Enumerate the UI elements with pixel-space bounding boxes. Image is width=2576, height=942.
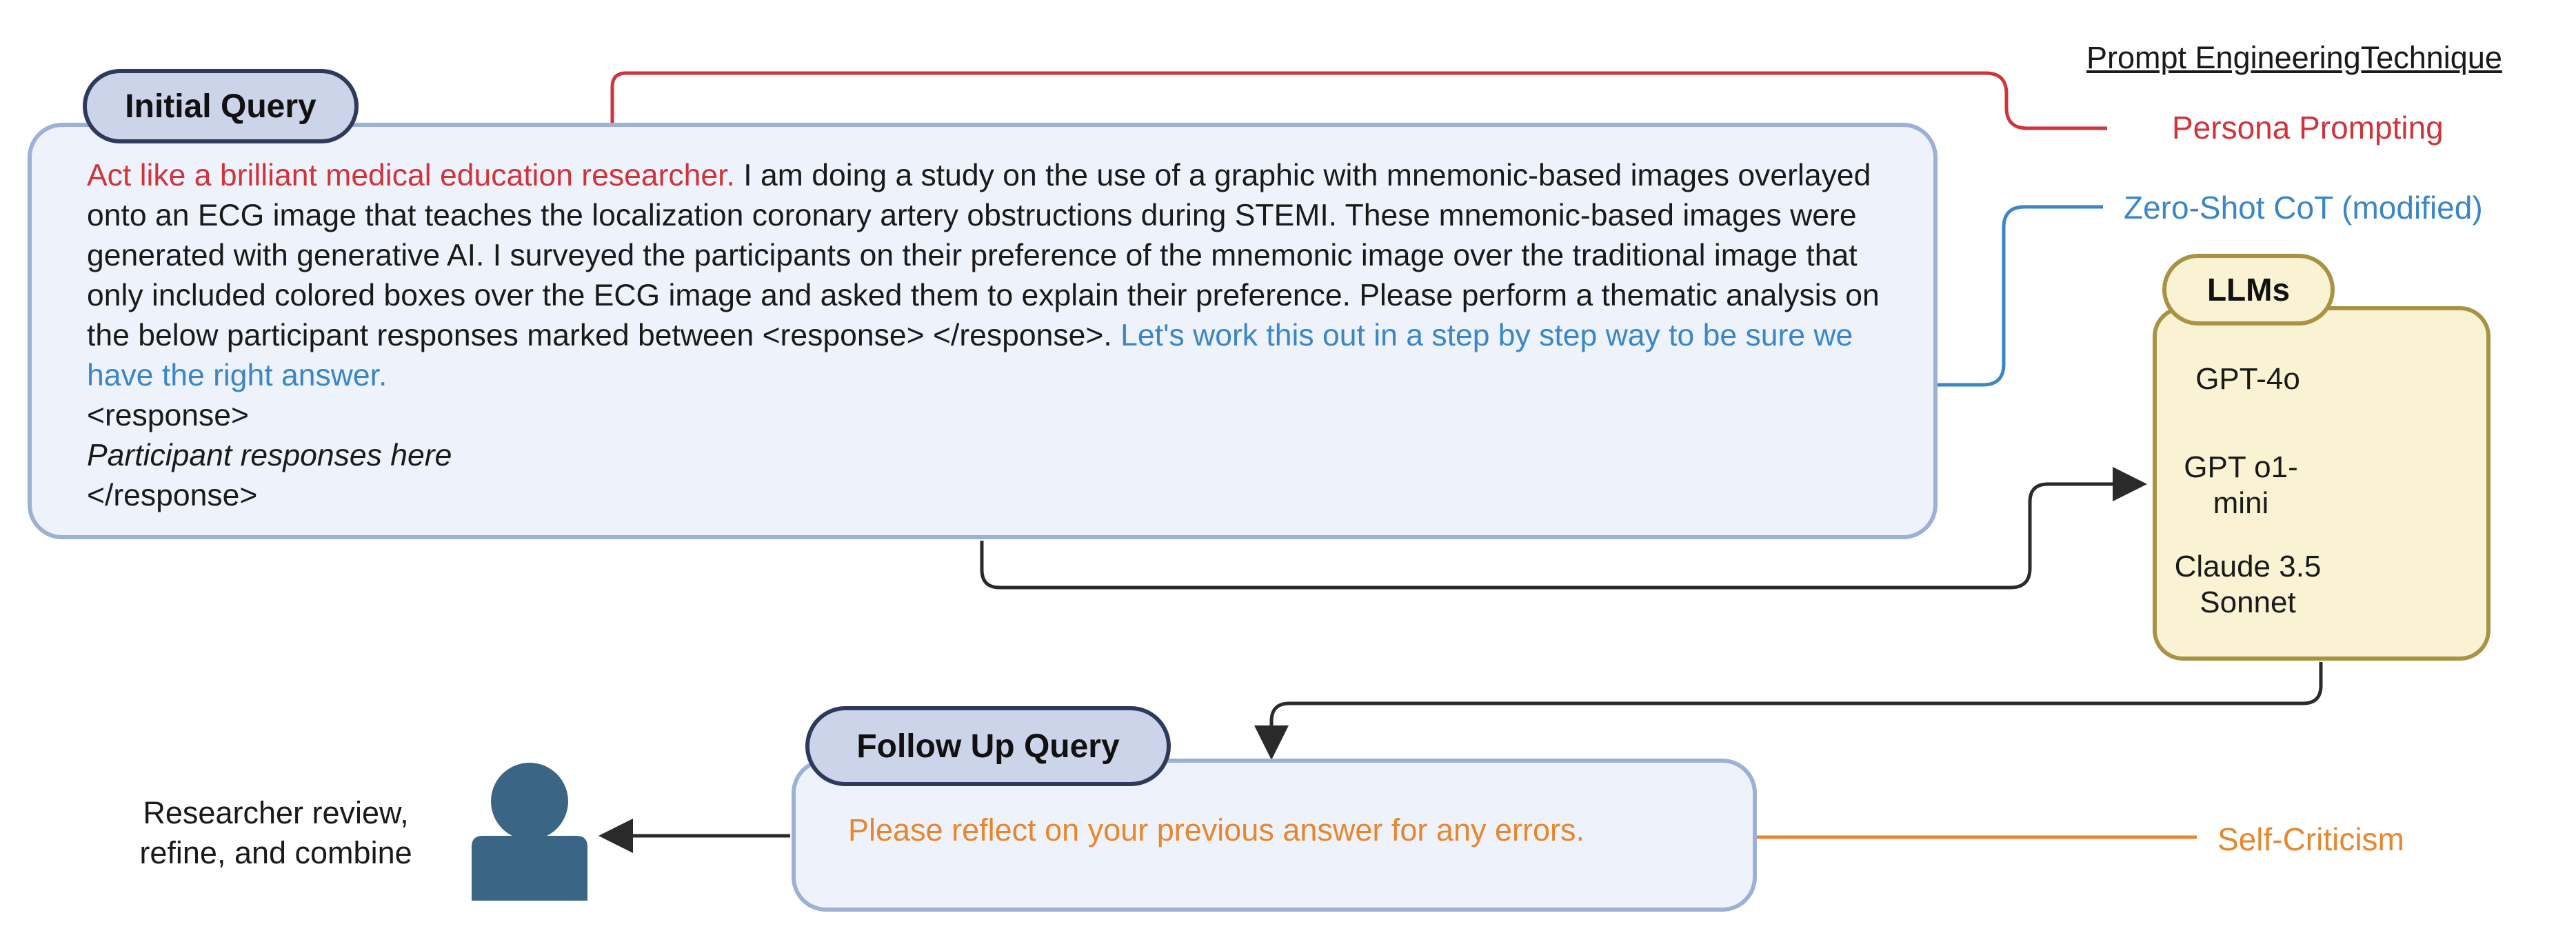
response-close-tag: </response> xyxy=(87,479,258,512)
llm-model-claude: Claude 3.5 Sonnet xyxy=(2174,550,2322,619)
participant-responses-placeholder: Participant responses here xyxy=(87,439,452,472)
technique-header: Prompt EngineeringTechnique xyxy=(2086,40,2502,75)
followup-query-title: Follow Up Query xyxy=(805,706,1171,786)
llms-to-followup-arrow xyxy=(1271,662,2321,753)
persona-prompt-text: Act like a brilliant medical education researcher. xyxy=(87,159,735,192)
person-icon xyxy=(472,763,587,901)
initial-query-text xyxy=(87,156,1914,516)
llms-title: LLMs xyxy=(2162,254,2335,325)
llm-model-o1mini: GPT o1-mini xyxy=(2184,450,2298,520)
response-open-tag: <response> xyxy=(87,399,250,432)
query-body-text: I am doing a study on the use of a graphic with mnemonic-based images overlayed onto an ECG image that teaches the localization coronary artery obstructions during STEMI. These mnemonic-based images were generated with generative AI. I surveyed the participants on their preference of the mnemonic image over the traditional image that only included colored boxes over the ECG image and asked them to explain their preference. Please perform a thematic analysis on the below participant responses marked between <response> </response>. xyxy=(87,159,1889,352)
llm-model-gpt4o: GPT-4o xyxy=(2195,362,2300,396)
cot-prompt-text: Let's work this out in a step by step way to be sure we have the right answer. xyxy=(87,319,1862,392)
followup-query-text: Please reflect on your previous answer for any errors. xyxy=(848,812,1584,848)
initial-query-title: Initial Query xyxy=(83,69,359,143)
persona-prompting-label: Persona Prompting xyxy=(2172,110,2444,146)
researcher-label: Researcher review, refine, and combine xyxy=(139,795,412,870)
self-criticism-label: Self-Criticism xyxy=(2217,821,2404,857)
zero-shot-cot-label: Zero-Shot CoT (modified) xyxy=(2124,190,2483,226)
